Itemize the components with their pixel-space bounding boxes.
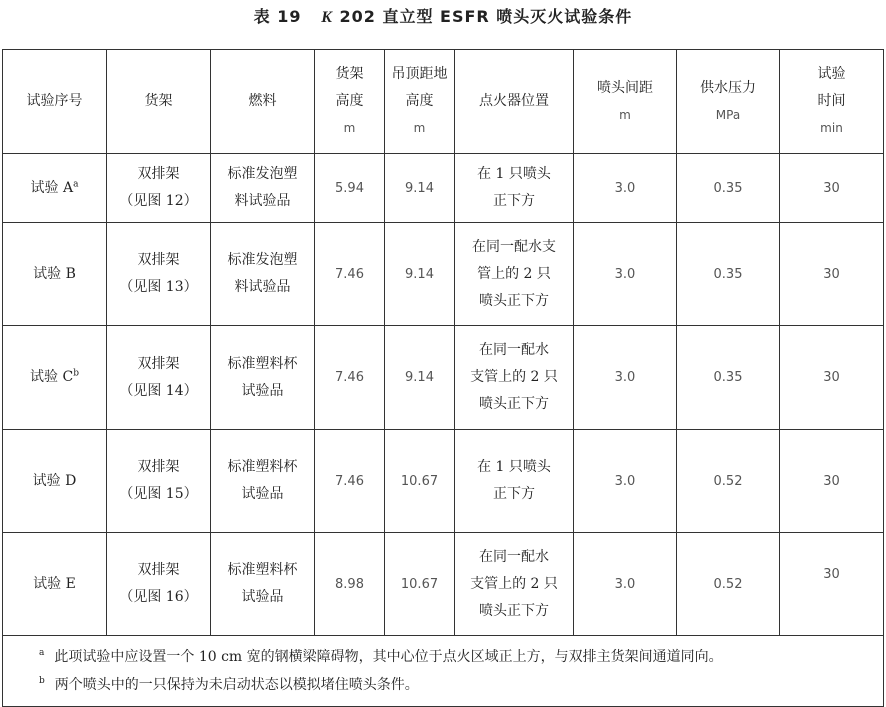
- header-ignition: 点火器位置: [455, 50, 574, 154]
- table-title: [0, 4, 886, 27]
- rack-type: 双排架: [137, 459, 180, 475]
- header-test-no: 试验序号: [3, 50, 107, 154]
- ignition-l1: 在同一配水支: [472, 238, 556, 255]
- header-row: [3, 50, 884, 154]
- ignition-l2: 管上的 2 只: [477, 265, 551, 282]
- time-cell: 30: [780, 154, 884, 223]
- rack-cell: [107, 533, 211, 636]
- rack-height-cell: 7.46: [315, 326, 385, 430]
- ignition-l1: 在同一配水: [479, 548, 549, 565]
- footnote-mark: b: [73, 368, 79, 379]
- header-pressure-unit: MPa: [715, 107, 741, 122]
- ignition-l2: 正下方: [493, 193, 535, 209]
- ceiling-height-cell: 10.67: [385, 430, 455, 533]
- header-pressure: [677, 50, 780, 154]
- table-row: [3, 326, 884, 430]
- ignition-l1: 在 1 只喷头: [477, 459, 551, 475]
- fuel-l2: 试验品: [241, 382, 284, 399]
- footnote-b-mark: b: [39, 676, 45, 687]
- table-title-text: 202 直立型 ESFR 喷头灭火试验条件: [339, 7, 633, 26]
- test-id: 试验 C: [30, 369, 74, 385]
- spacing-cell: 3.0: [574, 223, 677, 326]
- fuel-l2: 试验品: [241, 486, 284, 502]
- ignition-cell: [455, 154, 574, 223]
- header-spacing-unit: m: [619, 107, 631, 122]
- footnote-a-text: 此项试验中应设置一个 10 cm 宽的钢横梁障碍物，其中心位于点火区域正上方，与双排主货架间通道同向。: [54, 649, 723, 665]
- header-fuel: 燃料: [211, 50, 315, 154]
- ignition-l1: 在 1 只喷头: [477, 166, 551, 182]
- test-id-cell: [3, 154, 107, 223]
- rack-cell: [107, 430, 211, 533]
- rack-figure-ref: （见图 14）: [119, 382, 198, 399]
- fuel-cell: [211, 154, 315, 223]
- test-id-cell: [3, 533, 107, 636]
- footnote-a-mark: a: [39, 648, 45, 659]
- pressure-cell: 0.52: [677, 533, 780, 636]
- footnote-b-text: 两个喷头中的一只保持为未启动状态以模拟堵住喷头条件。: [54, 677, 419, 693]
- fuel-l1: 标准发泡塑: [227, 166, 298, 182]
- rack-type: 双排架: [137, 562, 180, 578]
- ignition-cell: [455, 430, 574, 533]
- header-time-l2: 时间: [817, 93, 846, 109]
- table-row: [3, 154, 884, 223]
- header-rack-height-l1: 货架: [335, 66, 364, 82]
- rack-figure-ref: （见图 12）: [119, 193, 198, 209]
- spacing-cell: 3.0: [574, 533, 677, 636]
- header-time: [780, 50, 884, 154]
- header-ceiling-height-l2: 高度: [405, 93, 434, 109]
- time-cell: 30: [780, 533, 884, 636]
- ignition-l3: 喷头正下方: [479, 292, 549, 309]
- ignition-l2: 支管上的 2 只: [470, 575, 558, 592]
- test-id: 试验 D: [32, 472, 77, 489]
- rack-figure-ref: （见图 13）: [119, 279, 198, 295]
- footnotes-cell: [3, 636, 884, 707]
- ignition-l3: 喷头正下方: [479, 602, 549, 619]
- fuel-l2: 试验品: [241, 589, 284, 605]
- test-id: 试验 A: [30, 179, 74, 196]
- pressure-cell: 0.35: [677, 223, 780, 326]
- ceiling-height-cell: 9.14: [385, 223, 455, 326]
- header-rack-height: [315, 50, 385, 154]
- header-rack-height-unit: m: [343, 121, 356, 135]
- rack-cell: [107, 154, 211, 223]
- spacing-cell: 3.0: [574, 430, 677, 533]
- spacing-cell: 3.0: [574, 326, 677, 430]
- header-time-unit: min: [820, 121, 843, 135]
- ceiling-height-cell: 9.14: [385, 154, 455, 223]
- ignition-l1: 在同一配水: [479, 342, 549, 358]
- fuel-l1: 标准发泡塑: [227, 252, 298, 268]
- table-row: [3, 223, 884, 326]
- fuel-cell: [211, 533, 315, 636]
- ceiling-height-cell: 9.14: [385, 326, 455, 430]
- footnote-a: [39, 643, 883, 671]
- footnote-mark: a: [73, 178, 79, 189]
- footnote-b: [39, 671, 883, 699]
- header-ceiling-height-unit: m: [413, 121, 426, 135]
- table-row: [3, 430, 884, 533]
- fuel-l1: 标准塑料杯: [227, 459, 298, 475]
- test-id-cell: [3, 430, 107, 533]
- pressure-cell: 0.52: [677, 430, 780, 533]
- test-id: 试验 E: [33, 575, 76, 592]
- test-id-cell: [3, 223, 107, 326]
- time-cell: 30: [780, 326, 884, 430]
- pressure-cell: 0.35: [677, 154, 780, 223]
- fuel-l2: 料试验品: [234, 279, 291, 295]
- fuel-cell: [211, 223, 315, 326]
- footnote-row: [3, 636, 884, 707]
- rack-height-cell: 8.98: [315, 533, 385, 636]
- fuel-cell: [211, 430, 315, 533]
- fuel-cell: [211, 326, 315, 430]
- pressure-cell: 0.35: [677, 326, 780, 430]
- table-title-prefix: 表 19: [253, 7, 302, 26]
- header-ceiling-height-l1: 吊顶距地: [391, 66, 448, 82]
- ignition-cell: [455, 326, 574, 430]
- header-rack: 货架: [107, 50, 211, 154]
- time-cell: 30: [780, 223, 884, 326]
- rack-cell: [107, 223, 211, 326]
- ignition-cell: [455, 533, 574, 636]
- table-row: [3, 533, 884, 636]
- ignition-l2: 支管上的 2 只: [470, 369, 558, 385]
- header-time-l1: 试验: [817, 66, 846, 82]
- ceiling-height-cell: 10.67: [385, 533, 455, 636]
- ignition-l2: 正下方: [493, 486, 535, 502]
- header-spacing: [574, 50, 677, 154]
- header-spacing-l1: 喷头间距: [597, 79, 653, 96]
- table-title-k: K: [321, 9, 333, 26]
- fuel-l1: 标准塑料杯: [227, 562, 298, 578]
- ignition-cell: [455, 223, 574, 326]
- rack-height-cell: 7.46: [315, 223, 385, 326]
- header-ceiling-height: [385, 50, 455, 154]
- rack-cell: [107, 326, 211, 430]
- test-id-cell: [3, 326, 107, 430]
- spacing-cell: 3.0: [574, 154, 677, 223]
- test-conditions-table: [2, 49, 884, 707]
- test-id: 试验 B: [33, 265, 76, 282]
- rack-type: 双排架: [137, 166, 180, 182]
- rack-figure-ref: （见图 15）: [119, 486, 198, 502]
- rack-height-cell: 5.94: [315, 154, 385, 223]
- rack-height-cell: 7.46: [315, 430, 385, 533]
- rack-type: 双排架: [137, 252, 180, 268]
- time-cell: 30: [780, 430, 884, 533]
- fuel-l2: 料试验品: [234, 193, 291, 209]
- ignition-l3: 喷头正下方: [479, 396, 549, 412]
- rack-figure-ref: （见图 16）: [119, 589, 198, 605]
- header-pressure-l1: 供水压力: [700, 79, 756, 96]
- header-rack-height-l2: 高度: [335, 93, 364, 109]
- rack-type: 双排架: [137, 355, 180, 372]
- fuel-l1: 标准塑料杯: [227, 355, 298, 372]
